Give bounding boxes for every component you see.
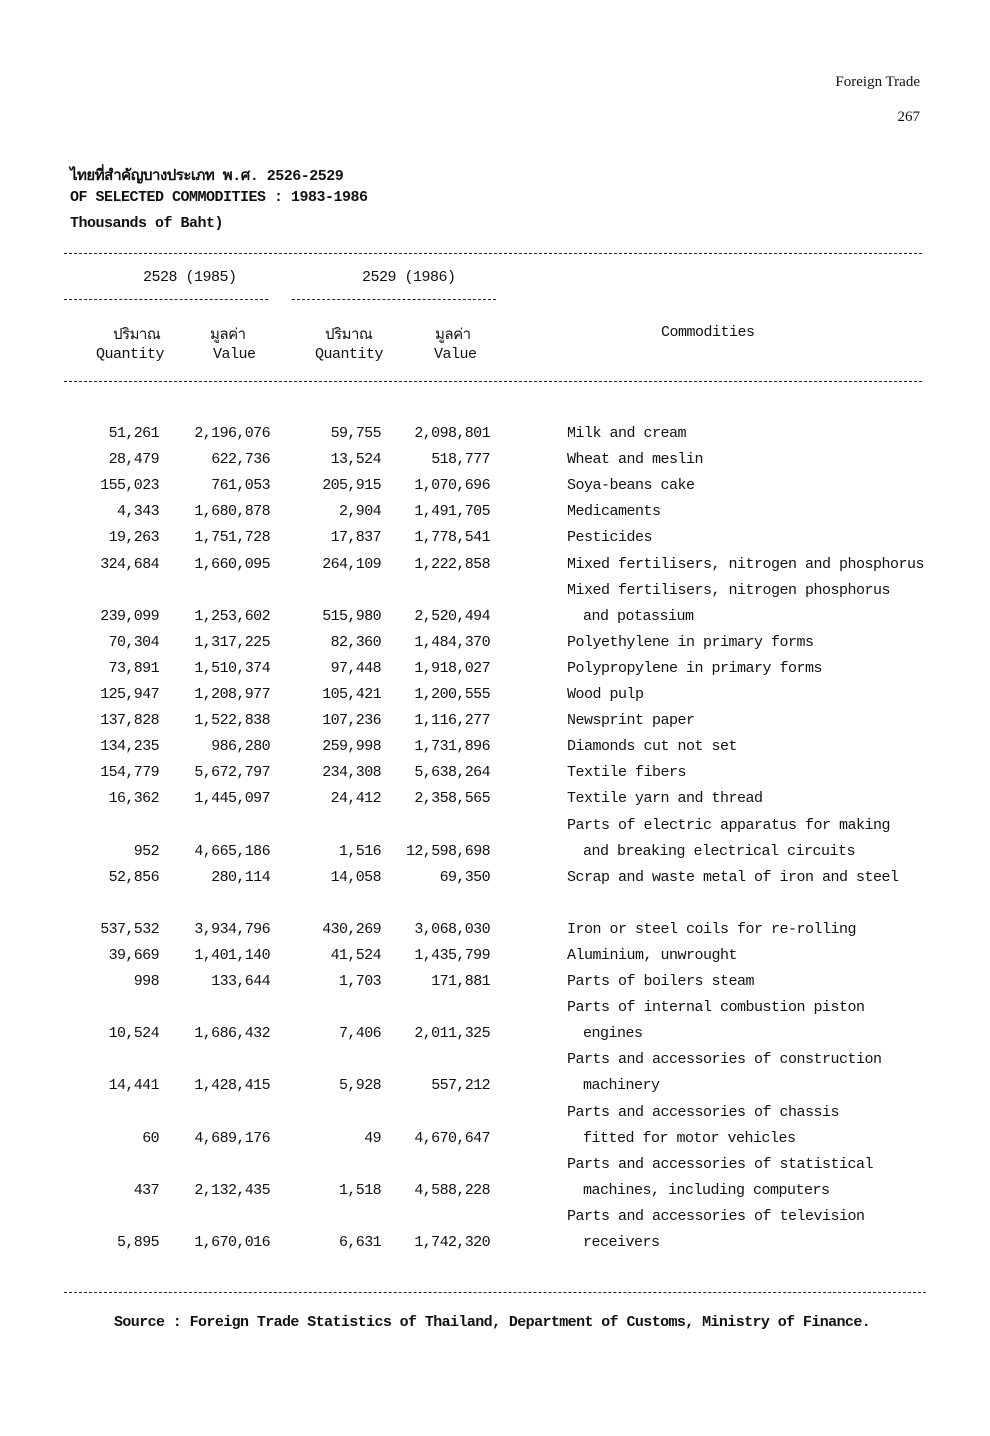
- commodity-cell: Newsprint paper: [567, 712, 695, 730]
- value-1986-cell: 2,098,801: [414, 425, 490, 442]
- value-1985-cell: 3,934,796: [194, 920, 270, 938]
- value-1985-cell: 1,428,415: [194, 1077, 270, 1095]
- qty-1986-cell: 82,360: [330, 633, 381, 651]
- commodity-cell: Pesticides: [567, 529, 653, 547]
- source-note: Source : Foreign Trade Statistics of Thailand, Department of Customs, Ministry of Finance.: [114, 1314, 871, 1331]
- value-1985-cell: 1,522,838: [194, 712, 270, 730]
- qty-1986-cell: 430,269: [322, 920, 381, 938]
- qty-1986-cell: 49: [364, 1129, 381, 1147]
- qty-1985-cell: 14,441: [108, 1077, 159, 1095]
- qty-1985-cell: 537,532: [100, 920, 159, 938]
- commodity-cell: Mixed fertilisers, nitrogen phosphorus: [567, 581, 891, 599]
- qty-1985-cell: 125,947: [100, 686, 159, 703]
- qty-1985-cell: 998: [133, 973, 159, 990]
- rule-year-1985: [64, 299, 268, 300]
- header-val-thai-1985: มูลค่า: [210, 327, 246, 344]
- commodity-cell: Textile fibers: [567, 764, 687, 782]
- value-1985-cell: 133,644: [211, 973, 270, 990]
- value-1986-cell: 2,011,325: [414, 1025, 490, 1043]
- commodity-cell: Wheat and meslin: [567, 451, 704, 469]
- commodity-cell: machines, including computers: [583, 1181, 830, 1199]
- value-1986-cell: 3,068,030: [414, 920, 490, 938]
- commodity-cell: Textile yarn and thread: [567, 790, 763, 808]
- qty-1985-cell: 51,261: [108, 425, 159, 442]
- qty-1986-cell: 13,524: [330, 451, 381, 469]
- qty-1986-cell: 5,928: [338, 1077, 381, 1095]
- value-1985-cell: 1,445,097: [194, 790, 270, 808]
- value-1986-cell: 1,200,555: [414, 686, 490, 703]
- qty-1986-cell: 205,915: [322, 477, 381, 495]
- commodity-cell: Parts of electric apparatus for making: [567, 816, 891, 834]
- value-1985-cell: 986,280: [211, 738, 270, 756]
- qty-1986-cell: 14,058: [330, 868, 381, 886]
- qty-1986-cell: 264,109: [322, 555, 381, 573]
- commodity-cell: and potassium: [583, 607, 694, 625]
- qty-1986-cell: 17,837: [330, 529, 381, 547]
- value-1985-cell: 1,686,432: [194, 1025, 270, 1043]
- value-1986-cell: 1,070,696: [414, 477, 490, 495]
- commodity-cell: Milk and cream: [567, 425, 687, 442]
- commodity-cell: machinery: [583, 1077, 660, 1095]
- qty-1985-cell: 10,524: [108, 1025, 159, 1043]
- header-qty-thai-1985: ปริมาณ: [113, 327, 161, 344]
- qty-1985-cell: 324,684: [100, 555, 159, 573]
- value-1986-cell: 2,358,565: [414, 790, 490, 808]
- commodity-cell: receivers: [583, 1234, 660, 1251]
- value-1986-cell: 1,742,320: [414, 1234, 490, 1251]
- header-quantity-1985: Quantity: [96, 346, 165, 363]
- value-1985-cell: 1,670,016: [194, 1234, 270, 1251]
- qty-1985-cell: 16,362: [108, 790, 159, 808]
- commodity-cell: Parts and accessories of statistical: [567, 1155, 874, 1173]
- value-1986-cell: 1,435,799: [414, 946, 490, 964]
- value-1985-cell: 4,689,176: [194, 1129, 270, 1147]
- value-1986-cell: 518,777: [431, 451, 490, 469]
- rule-top: [64, 253, 922, 254]
- commodity-cell: Diamonds cut not set: [567, 738, 738, 756]
- commodity-cell: fitted for motor vehicles: [583, 1129, 796, 1147]
- value-1985-cell: 1,317,225: [194, 633, 270, 651]
- qty-1986-cell: 7,406: [338, 1025, 381, 1043]
- page-number: 267: [897, 109, 920, 125]
- header-val-thai-1986: มูลค่า: [435, 327, 471, 344]
- qty-1985-cell: 52,856: [108, 868, 159, 886]
- commodity-cell: Medicaments: [567, 503, 661, 521]
- qty-1985-cell: 239,099: [100, 607, 159, 625]
- table-title-thai: ไทยที่สำคัญบางประเภท พ.ศ. 2526-2529: [70, 168, 344, 185]
- value-1986-cell: 69,350: [439, 868, 490, 886]
- value-1985-cell: 1,510,374: [194, 659, 270, 677]
- commodity-cell: Scrap and waste metal of iron and steel: [567, 868, 899, 886]
- qty-1986-cell: 41,524: [330, 946, 381, 964]
- value-1986-cell: 171,881: [431, 973, 490, 990]
- qty-1986-cell: 1,703: [338, 973, 381, 990]
- value-1986-cell: 1,484,370: [414, 633, 490, 651]
- value-1985-cell: 5,672,797: [194, 764, 270, 782]
- qty-1985-cell: 137,828: [100, 712, 159, 730]
- value-1986-cell: 1,491,705: [414, 503, 490, 521]
- value-1986-cell: 12,598,698: [405, 842, 490, 860]
- qty-1986-cell: 97,448: [330, 659, 381, 677]
- value-1985-cell: 1,660,095: [194, 555, 270, 573]
- value-1985-cell: 2,196,076: [194, 425, 270, 442]
- value-1986-cell: 1,918,027: [414, 659, 490, 677]
- value-1986-cell: 2,520,494: [414, 607, 490, 625]
- value-1985-cell: 1,253,602: [194, 607, 270, 625]
- value-1986-cell: 1,731,896: [414, 738, 490, 756]
- qty-1986-cell: 259,998: [322, 738, 381, 756]
- commodity-cell: Mixed fertilisers, nitrogen and phosphorus: [567, 555, 925, 573]
- qty-1986-cell: 105,421: [322, 686, 381, 703]
- qty-1986-cell: 107,236: [322, 712, 381, 730]
- qty-1985-cell: 73,891: [108, 659, 159, 677]
- value-1986-cell: 1,116,277: [414, 712, 490, 730]
- header-year-1985: 2528 (1985): [143, 269, 237, 286]
- qty-1985-cell: 4,343: [116, 503, 159, 521]
- qty-1986-cell: 1,516: [338, 842, 381, 860]
- running-head: Foreign Trade: [835, 74, 920, 90]
- value-1985-cell: 2,132,435: [194, 1181, 270, 1199]
- qty-1985-cell: 28,479: [108, 451, 159, 469]
- header-quantity-1986: Quantity: [315, 346, 384, 363]
- commodity-cell: Parts of boilers steam: [567, 973, 755, 990]
- value-1986-cell: 4,670,647: [414, 1129, 490, 1147]
- qty-1985-cell: 39,669: [108, 946, 159, 964]
- qty-1985-cell: 60: [142, 1129, 159, 1147]
- qty-1986-cell: 515,980: [322, 607, 381, 625]
- commodity-cell: Aluminium, unwrought: [567, 946, 738, 964]
- commodity-cell: Polypropylene in primary forms: [567, 659, 823, 677]
- qty-1986-cell: 24,412: [330, 790, 381, 808]
- qty-1985-cell: 154,779: [100, 764, 159, 782]
- rule-bottom: [64, 1292, 926, 1293]
- commodity-cell: Parts of internal combustion piston: [567, 999, 865, 1017]
- qty-1986-cell: 234,308: [322, 764, 381, 782]
- value-1986-cell: 1,778,541: [414, 529, 490, 547]
- value-1985-cell: 761,053: [211, 477, 270, 495]
- commodity-cell: Wood pulp: [567, 686, 644, 703]
- header-year-1986: 2529 (1986): [362, 269, 456, 286]
- commodity-cell: engines: [583, 1025, 643, 1043]
- commodity-cell: Polyethylene in primary forms: [567, 633, 814, 651]
- qty-1985-cell: 437: [133, 1181, 159, 1199]
- qty-1986-cell: 1,518: [338, 1181, 381, 1199]
- value-1986-cell: 5,638,264: [414, 764, 490, 782]
- value-1985-cell: 4,665,186: [194, 842, 270, 860]
- qty-1986-cell: 6,631: [338, 1234, 381, 1251]
- header-commodities: Commodities: [661, 324, 755, 341]
- value-1985-cell: 1,208,977: [194, 686, 270, 703]
- rule-header-bottom: [64, 381, 922, 382]
- value-1986-cell: 4,588,228: [414, 1181, 490, 1199]
- qty-1985-cell: 5,895: [116, 1234, 159, 1251]
- value-1985-cell: 1,751,728: [194, 529, 270, 547]
- qty-1986-cell: 59,755: [330, 425, 381, 442]
- header-value-1986: Value: [434, 346, 477, 363]
- value-1985-cell: 280,114: [211, 868, 270, 886]
- value-1985-cell: 1,401,140: [194, 946, 270, 964]
- commodity-cell: Parts and accessories of chassis: [567, 1103, 840, 1121]
- value-1985-cell: 1,680,878: [194, 503, 270, 521]
- commodity-cell: and breaking electrical circuits: [583, 842, 856, 860]
- qty-1985-cell: 134,235: [100, 738, 159, 756]
- value-1986-cell: 557,212: [431, 1077, 490, 1095]
- table-unit-note: Thousands of Baht): [70, 215, 224, 232]
- table-title-english: OF SELECTED COMMODITIES : 1983-1986: [70, 189, 368, 206]
- commodity-cell: Soya-beans cake: [567, 477, 695, 495]
- commodity-cell: Iron or steel coils for re-rolling: [567, 920, 857, 938]
- header-qty-thai-1986: ปริมาณ: [325, 327, 373, 344]
- commodity-cell: Parts and accessories of television: [567, 1207, 865, 1225]
- qty-1985-cell: 70,304: [108, 633, 159, 651]
- qty-1986-cell: 2,904: [338, 503, 381, 521]
- qty-1985-cell: 952: [133, 842, 159, 860]
- qty-1985-cell: 155,023: [100, 477, 159, 495]
- value-1986-cell: 1,222,858: [414, 555, 490, 573]
- qty-1985-cell: 19,263: [108, 529, 159, 547]
- value-1985-cell: 622,736: [211, 451, 270, 469]
- rule-year-1986: [292, 299, 496, 300]
- header-value-1985: Value: [213, 346, 256, 363]
- commodity-cell: Parts and accessories of construction: [567, 1051, 882, 1069]
